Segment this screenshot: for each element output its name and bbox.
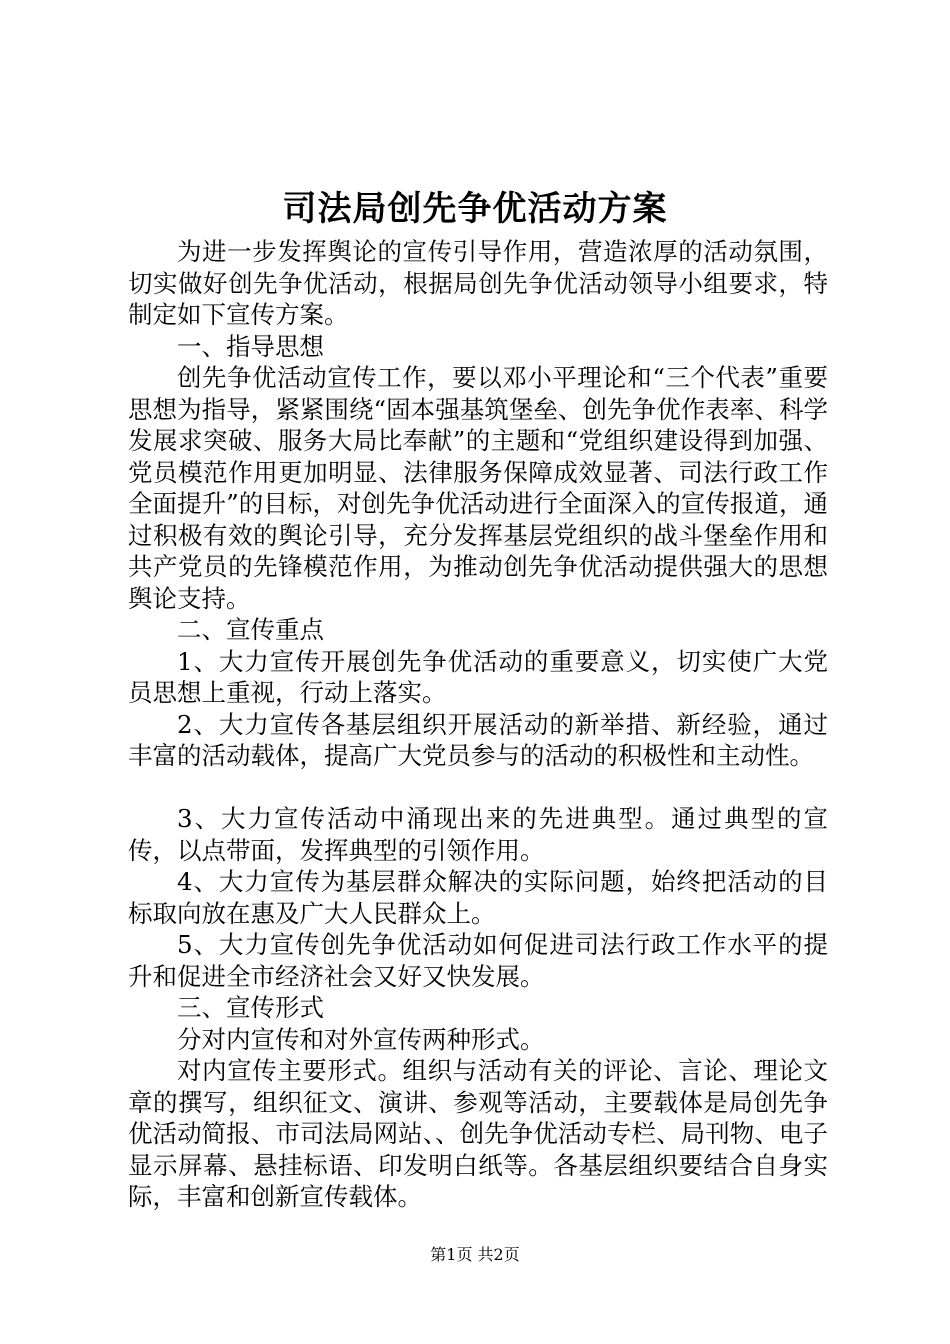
key-point-item: 3、大力宣传活动中涌现出来的先进典型。通过典型的宣传，以点带面，发挥典型的引领作用。	[128, 804, 828, 865]
section-heading-guiding-ideology: 一、指导思想	[177, 331, 324, 361]
section-heading-forms: 三、宣传形式	[177, 993, 324, 1022]
document-body	[128, 236, 828, 1213]
document-title: 司法局创先争优活动方案	[282, 189, 668, 229]
intro-paragraph: 为进一步发挥舆论的宣传引导作用，营造浓厚的活动氛围，切实做好创先争优活动，根据局创先争优活动领导小组要求，特制定如下宣传方案。	[128, 237, 828, 329]
section-heading-key-points: 二、宣传重点	[177, 615, 324, 644]
forms-paragraph: 分对内宣传和对外宣传两种形式。	[177, 1024, 545, 1054]
internal-publicity-paragraph: 对内宣传主要形式。组织与活动有关的评论、言论、理论文章的撰写，组织征文、演讲、参观等活动，主要载体是局创先争优活动简报、市司法局网站、、创先争优活动专栏、局刊物、电子显示屏幕、悬挂标语、印发明白纸等。各基层组织要结合自身实际，丰富和创新宣传载体。	[128, 1056, 828, 1211]
key-point-item: 5、大力宣传创先争优活动如何促进司法行政工作水平的提升和促进全市经济社会又好又快发展。	[128, 930, 828, 991]
page-footer: 第1页 共2页	[430, 1245, 520, 1264]
key-point-item: 1、大力宣传开展创先争优活动的重要意义，切实使广大党员思想上重视，行动上落实。	[128, 646, 828, 707]
key-point-item: 2、大力宣传各基层组织开展活动的新举措、新经验，通过丰富的活动载体，提高广大党员参与的活动的积极性和主动性。	[128, 709, 828, 770]
guiding-ideology-paragraph: 创先争优活动宣传工作，要以邓小平理论和“三个代表”重要思想为指导，紧紧围绕“固本强基筑堡垒、创先争优作表率、科学发展求突破、服务大局比奉献”的主题和“党组织建设得到加强、党员模范作用更加明显、法律服务保障成效显著、司法行政工作全面提升”的目标，对创先争优活动进行全面深入的宣传报道，通过积极有效的舆论引导，充分发挥基层党组织的战斗堡垒作用和共产党员的先锋模范作用，为推动创先争优活动提供强大的思想舆论支持。	[128, 363, 828, 613]
key-point-item: 4、大力宣传为基层群众解决的实际问题，始终把活动的目标取向放在惠及广大人民群众上。	[128, 867, 828, 928]
